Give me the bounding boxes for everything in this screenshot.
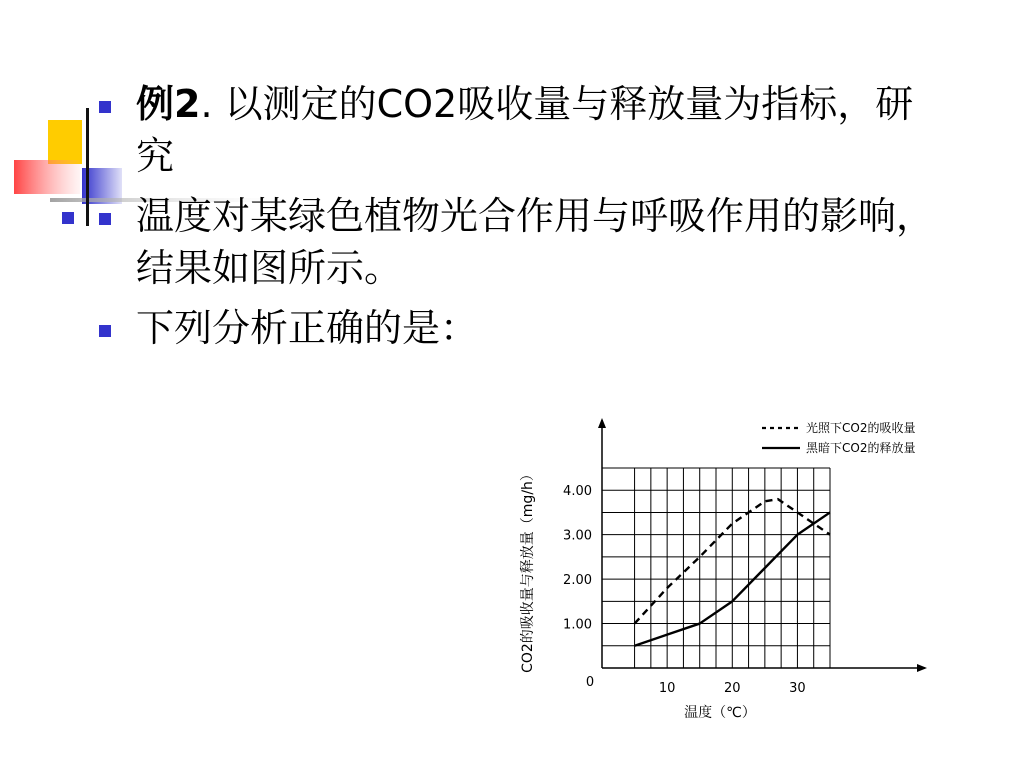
y-axis-arrow: [598, 418, 606, 428]
x-tick-label: 20: [724, 681, 741, 696]
x-axis-arrow: [917, 664, 927, 672]
deco-red-bar: [14, 160, 80, 194]
y-tick-label: 3.00: [563, 528, 592, 544]
x-axis-label: 温度（℃）: [684, 705, 756, 721]
legend-label-1: 光照下CO2的吸收量: [806, 421, 916, 435]
bullet-marker: [99, 101, 111, 113]
chart-axes: [598, 418, 927, 672]
chart-grid: [602, 468, 830, 668]
x-tick-label: 0: [585, 675, 595, 690]
bullet-marker: [99, 213, 111, 225]
legend-label-2: 黑暗下CO2的释放量: [806, 441, 916, 455]
bullet-text-3: 下列分析正确的是：: [136, 306, 479, 350]
y-axis-label: CO2的吸收量与释放量（mg/h）: [520, 467, 536, 673]
deco-vertical-line: [86, 108, 89, 226]
deco-yellow-square: [48, 120, 82, 164]
bullet-list: [96, 78, 936, 354]
bullet-marker: [99, 325, 111, 337]
bullet-item-3: [96, 302, 936, 354]
x-tick-label: 30: [789, 681, 806, 696]
chart-legend: [762, 420, 915, 455]
bullet-text-2: 温度对某绿色植物光合作用与呼吸作用的影响，结果如图所示。: [136, 194, 935, 290]
bullet-text-1: . 以测定的CO2吸收量与释放量为指标，研究: [136, 82, 914, 178]
y-tick-label: 1.00: [563, 617, 592, 633]
x-tick-label: 10: [658, 681, 676, 696]
y-tick-label: 2.00: [563, 573, 592, 589]
bullet-item-1: [96, 78, 936, 182]
chart-ticks: [563, 484, 806, 696]
deco-blue-strip: [62, 212, 74, 224]
bullet-item-2: [96, 190, 936, 294]
temperature-co2-chart: [510, 408, 960, 728]
y-tick-label: 4.00: [563, 484, 592, 500]
example-label: 例2: [136, 82, 201, 126]
